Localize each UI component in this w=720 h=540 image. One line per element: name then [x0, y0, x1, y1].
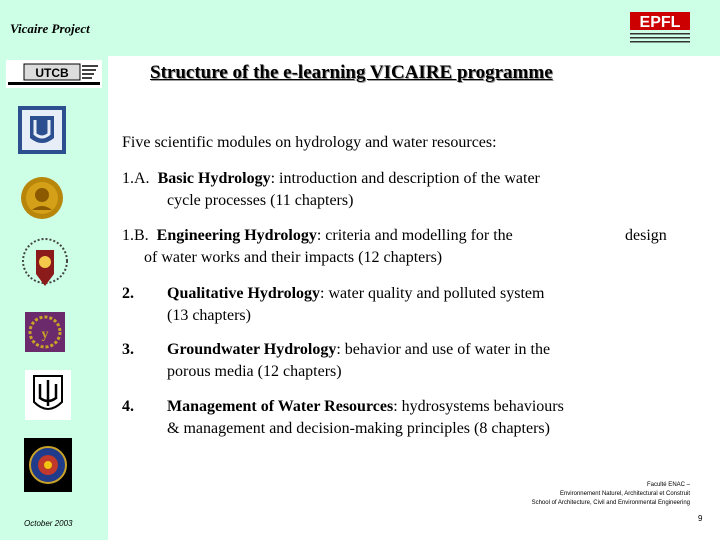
footer-line-3: School of Architecture, Civil and Environmental Engineering — [531, 500, 690, 506]
round-seal-logo — [24, 438, 72, 492]
page-title: Structure of the e-learning VICAIRE programme — [150, 62, 553, 83]
gold-medal-logo — [20, 176, 64, 220]
module-description-continued: & management and decision-making principles (8 chapters) — [167, 420, 550, 437]
module-description-continued: (13 chapters) — [167, 307, 251, 324]
utcb-logo — [6, 60, 102, 88]
footer-line-1: Faculté ENAC – — [646, 482, 690, 488]
university-shield-logo — [18, 106, 66, 154]
module-3 — [122, 339, 682, 383]
module-description: : introduction and description of the water — [270, 170, 540, 187]
module-number: 4. — [122, 398, 134, 415]
module-4 — [122, 396, 682, 440]
module-description: : hydrosystems behaviours — [393, 398, 564, 415]
project-brand: Vicaire Project — [10, 21, 90, 36]
module-name: Groundwater Hydrology — [167, 341, 337, 358]
laurel-wreath-logo — [25, 312, 65, 352]
module-description: : behavior and use of water in the — [336, 341, 551, 358]
module-1b — [122, 225, 682, 269]
module-number: 2. — [122, 285, 134, 302]
utcb-logo-text: UTCB — [35, 66, 69, 80]
module-name: Basic Hydrology — [157, 170, 271, 187]
module-name: Management of Water Resources — [167, 398, 394, 415]
footer-line-2: Environnement Naturel, Architectural et Construit — [559, 491, 690, 497]
module-description-continued: cycle processes (11 chapters) — [167, 192, 354, 209]
epfl-logo — [628, 12, 692, 46]
circular-emblem-logo — [20, 236, 70, 294]
svg-text:y: y — [41, 327, 49, 342]
module-1a — [122, 168, 682, 212]
page-number: 9 — [698, 514, 703, 523]
module-name: Qualitative Hydrology — [167, 285, 321, 302]
module-2 — [122, 283, 682, 327]
module-number: 1.B. — [122, 227, 149, 244]
module-number: 1.A. — [122, 170, 150, 187]
intro-text: Five scientific modules on hydrology and water resources: — [122, 134, 497, 151]
module-description-continued: porous media (12 chapters) — [167, 363, 342, 380]
module-description: : water quality and polluted system — [320, 285, 545, 302]
module-description-extra: design — [625, 227, 667, 244]
module-description-continued: of water works and their impacts (12 chapters) — [144, 249, 443, 266]
module-name: Engineering Hydrology — [156, 227, 317, 244]
footer-faculty — [490, 481, 690, 508]
trident-coat-of-arms-logo — [25, 370, 71, 420]
module-description: : criteria and modelling for the — [316, 227, 513, 244]
epfl-logo-text: EPFL — [639, 14, 681, 31]
footer-date: October 2003 — [24, 519, 73, 528]
module-number: 3. — [122, 341, 134, 358]
